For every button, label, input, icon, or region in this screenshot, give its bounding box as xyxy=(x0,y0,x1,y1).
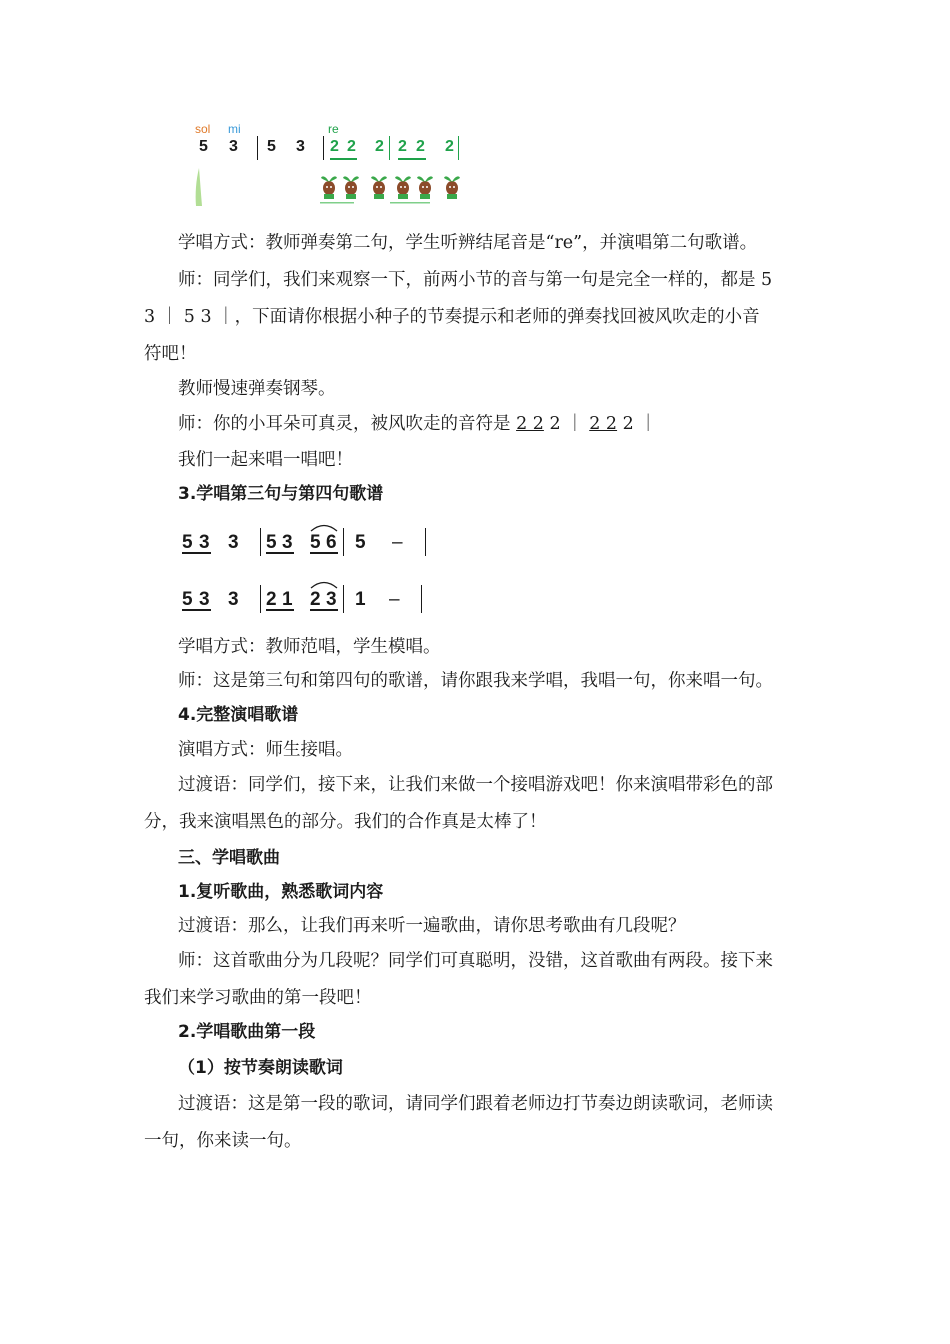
note-underline xyxy=(310,552,338,554)
note-underline xyxy=(310,609,338,611)
section-heading: （1）按节奏朗读歌词 xyxy=(178,1058,343,1078)
note: 1 xyxy=(355,589,366,610)
paragraph: 我们来学习歌曲的第一段吧！ xyxy=(144,988,372,1008)
underlined-notes: 2 2 xyxy=(589,414,618,434)
note: 2 xyxy=(445,138,454,155)
note: 3 xyxy=(296,138,305,155)
paragraph: 分，我来演唱黑色的部分。我们的合作真是太棒了！ xyxy=(144,812,547,832)
note: 2 xyxy=(330,138,339,155)
paragraph: 学唱方式：教师弹奏第二句，学生听辨结尾音是“re”，并演唱第二句歌谱。 xyxy=(178,233,758,253)
bar-line xyxy=(257,136,258,160)
text: 2 ｜ xyxy=(543,414,590,434)
note: 5 xyxy=(267,138,276,155)
note: 5 xyxy=(310,532,321,553)
bar-line xyxy=(458,136,459,160)
bar-line xyxy=(421,585,422,613)
note: 5 xyxy=(182,532,193,553)
note: 3 xyxy=(282,532,293,553)
bar-line xyxy=(260,528,261,556)
note: 5 xyxy=(182,589,193,610)
note-underline xyxy=(266,552,294,554)
note: 3 xyxy=(229,138,238,155)
note-underline xyxy=(182,552,211,554)
paragraph: 我们一起来唱一唱吧！ xyxy=(178,450,353,470)
paragraph: 过渡语：这是第一段的歌词，请同学们跟着老师边打节奏边朗读歌词，老师读 xyxy=(178,1094,773,1114)
slur-icon xyxy=(309,522,339,532)
slur-icon xyxy=(309,579,339,589)
section-heading: 3.学唱第三句与第四句歌谱 xyxy=(178,484,384,504)
note: 3 xyxy=(228,589,239,610)
paragraph: 演唱方式：师生接唱。 xyxy=(178,740,353,760)
paragraph: 师：这首歌曲分为几段呢？同学们可真聪明，没错，这首歌曲有两段。接下来 xyxy=(178,951,773,971)
paragraph: 过渡语：那么，让我们再来听一遍歌曲，请你思考歌曲有几段呢？ xyxy=(178,916,686,936)
note: 2 xyxy=(416,138,425,155)
grass-icon xyxy=(190,166,210,206)
section-heading: 三、学唱歌曲 xyxy=(178,848,280,868)
score-image-2 xyxy=(175,520,445,620)
note: 2 xyxy=(310,589,321,610)
seed-sprout-icons xyxy=(320,168,470,204)
note: 3 xyxy=(326,589,337,610)
note-underline xyxy=(182,609,211,611)
note-underline xyxy=(330,158,357,160)
note: 1 xyxy=(282,589,293,610)
bar-line xyxy=(323,136,324,160)
paragraph: 师：这是第三句和第四句的歌谱，请你跟我来学唱，我唱一句，你来唱一句。 xyxy=(178,671,773,691)
note: 2 xyxy=(398,138,407,155)
note: 3 xyxy=(199,532,210,553)
bar-line xyxy=(389,136,390,160)
paragraph: 学唱方式：教师范唱，学生模唱。 xyxy=(178,637,441,657)
score-image-1 xyxy=(190,118,470,208)
note: 6 xyxy=(326,532,337,553)
note: 3 xyxy=(228,532,239,553)
bar-line xyxy=(343,585,344,613)
note: 5 xyxy=(266,532,277,553)
paragraph: 过渡语：同学们，接下来，让我们来做一个接唱游戏吧！你来演唱带彩色的部 xyxy=(178,775,773,795)
paragraph: 一句，你来读一句。 xyxy=(144,1131,302,1151)
paragraph: 符吧！ xyxy=(144,344,197,364)
section-heading: 1.复听歌曲，熟悉歌词内容 xyxy=(178,882,384,902)
paragraph: 3 ｜ 5 3 ｜，下面请你根据小种子的节奏提示和老师的弹奏找回被风吹走的小音 xyxy=(144,307,760,327)
solfege-mi-label: mi xyxy=(228,122,241,136)
paragraph: 教师慢速弹奏钢琴。 xyxy=(178,379,336,399)
note: – xyxy=(389,589,400,610)
note-underline xyxy=(398,158,426,160)
text: 2 ｜ xyxy=(617,414,657,434)
underlined-notes: 2 2 xyxy=(516,414,544,434)
text: 师：你的小耳朵可真灵，被风吹走的音符是 xyxy=(178,414,517,434)
bar-line xyxy=(260,585,261,613)
bar-line xyxy=(425,528,426,556)
section-heading: 4.完整演唱歌谱 xyxy=(178,705,299,725)
note-underline xyxy=(266,609,294,611)
solfege-sol-label: sol xyxy=(195,122,211,136)
paragraph: 师：同学们，我们来观察一下，前两小节的音与第一句是完全一样的，都是 5 xyxy=(178,270,773,290)
note: 2 xyxy=(375,138,384,155)
note: 3 xyxy=(199,589,210,610)
bar-line xyxy=(343,528,344,556)
note: 2 xyxy=(347,138,356,155)
section-heading: 2.学唱歌曲第一段 xyxy=(178,1022,316,1042)
note: 2 xyxy=(266,589,277,610)
note: – xyxy=(392,532,403,553)
note: 5 xyxy=(199,138,208,155)
paragraph xyxy=(178,413,657,435)
note: 5 xyxy=(355,532,366,553)
solfege-re-label: re xyxy=(328,122,339,136)
